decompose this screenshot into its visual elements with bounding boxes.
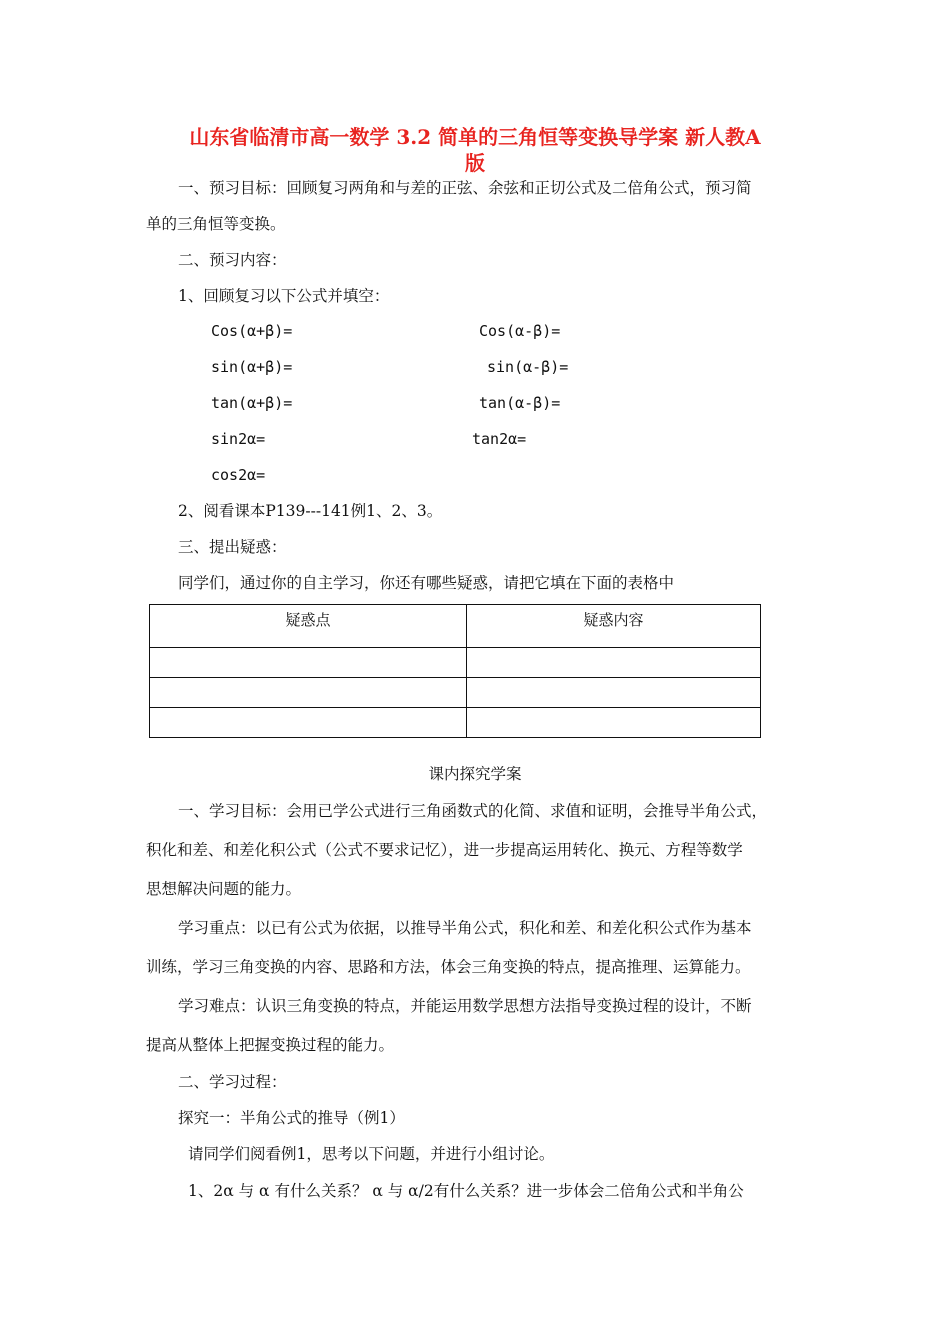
formula-cos-sum: Cos(α+β)= — [211, 322, 293, 340]
inclass-goal-line-2: 积化和差、和差化积公式（公式不要求记忆），进一步提高运用转化、换元、方程等数学 — [146, 841, 743, 859]
table-header-row — [150, 605, 761, 648]
table-cell[interactable] — [150, 708, 467, 738]
formula-cos2: cos2α= — [211, 466, 266, 484]
formula-tan2: tan2α= — [472, 430, 527, 448]
explore-1-intro: 请同学们阅看例1，思考以下问题，并进行小组讨论。 — [188, 1145, 555, 1163]
formula-tan-sum: tan(α+β)= — [211, 394, 293, 412]
process-heading: 二、学习过程： — [178, 1073, 287, 1091]
table-cell[interactable] — [467, 708, 761, 738]
table-cell[interactable] — [467, 648, 761, 678]
preview-goal-line-2: 单的三角恒等变换。 — [146, 215, 286, 233]
difficulty-line-1: 学习难点：认识三角变换的特点，并能运用数学思想方法指导变换过程的设计，不断 — [178, 997, 752, 1015]
inclass-goal-line-1: 一、学习目标：会用已学公式进行三角函数式的化简、求值和证明，会推导半角公式， — [178, 802, 768, 820]
table-row — [150, 678, 761, 708]
preview-item-2: 2、阅看课本P139---141例1、2、3。 — [178, 502, 443, 520]
document-title — [140, 124, 810, 176]
table-cell[interactable] — [150, 678, 467, 708]
doubts-heading: 三、提出疑惑： — [178, 538, 287, 556]
inclass-heading: 课内探究学案 — [428, 765, 522, 783]
inclass-goal-line-3: 思想解决问题的能力。 — [146, 880, 302, 898]
question-1: 1、2α 与 α 有什么关系？ α 与 α/2有什么关系？进一步体会二倍角公式和半角公 — [188, 1182, 744, 1200]
explore-1-heading: 探究一：半角公式的推导（例1） — [178, 1109, 405, 1127]
table-header-doubt-content: 疑惑内容 — [467, 605, 761, 648]
table-cell[interactable] — [467, 678, 761, 708]
doubts-intro: 同学们，通过你的自主学习，你还有哪些疑惑，请把它填在下面的表格中 — [178, 574, 675, 592]
doubts-table — [149, 604, 761, 738]
table-header-doubt-point: 疑惑点 — [150, 605, 467, 648]
preview-goal-line-1: 一、预习目标：回顾复习两角和与差的正弦、余弦和正切公式及二倍角公式，预习简 — [178, 179, 752, 197]
table-cell[interactable] — [150, 648, 467, 678]
preview-item-1: 1、回顾复习以下公式并填空： — [178, 287, 390, 305]
formula-sin2: sin2α= — [211, 430, 266, 448]
key-point-line-2: 训练，学习三角变换的内容、思路和方法，体会三角变换的特点，提高推理、运算能力。 — [146, 958, 751, 976]
title-line-2: 版 — [465, 151, 485, 175]
formula-cos-diff: Cos(α-β)= — [479, 322, 561, 340]
preview-content-heading: 二、预习内容： — [178, 251, 287, 269]
difficulty-line-2: 提高从整体上把握变换过程的能力。 — [146, 1036, 395, 1054]
formula-sin-diff: sin(α-β)= — [487, 358, 569, 376]
formula-sin-sum: sin(α+β)= — [211, 358, 293, 376]
table-row — [150, 708, 761, 738]
table-row — [150, 648, 761, 678]
formula-tan-diff: tan(α-β)= — [479, 394, 561, 412]
title-line-1: 山东省临清市高一数学 3.2 简单的三角恒等变换导学案 新人教A — [189, 125, 761, 149]
key-point-line-1: 学习重点：以已有公式为依据，以推导半角公式，积化和差、和差化积公式作为基本 — [178, 919, 752, 937]
